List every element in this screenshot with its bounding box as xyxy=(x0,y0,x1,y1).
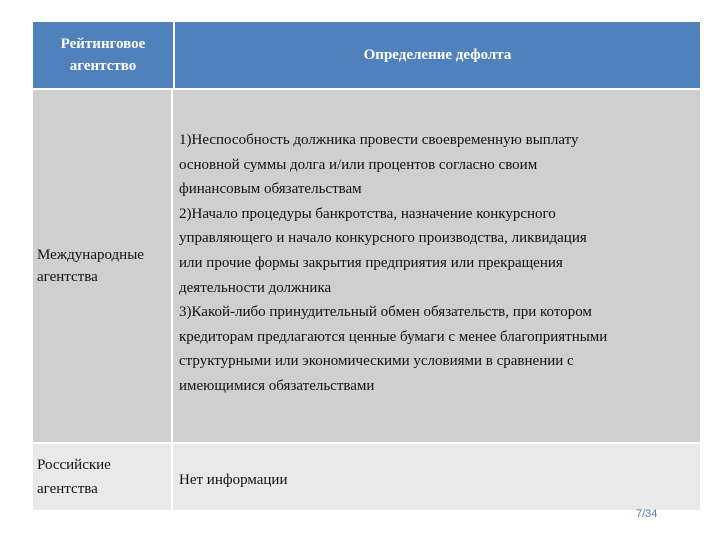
definition-line: 3)Какой-либо принудительный обмен обязательств, при котором xyxy=(179,304,592,321)
definition-line: основной суммы долга и/или процентов согласно своим xyxy=(179,156,538,173)
agency-russian: Российские агентства xyxy=(33,444,173,510)
definition-line: или прочие формы закрытия предприятия или прекращения xyxy=(179,254,563,271)
agency-international: Международные агентства xyxy=(33,90,173,442)
page-number: 7/34 xyxy=(636,508,658,520)
definition-line: структурными или экономическими условиями в сравнении с xyxy=(179,353,574,370)
header-default-definition: Определение дефолта xyxy=(363,46,512,63)
header-agency: Рейтинговое агентство xyxy=(33,22,175,88)
definition-line: финансовым обязательствам xyxy=(179,181,362,198)
definition-line: кредиторам предлагаются ценные бумаги с менее благоприятными xyxy=(179,328,608,345)
definition-line: управляющего и начало конкурсного производства, ликвидация xyxy=(179,230,587,247)
default-definition-table xyxy=(33,22,700,510)
definition-line: деятельности должника xyxy=(179,279,332,296)
definition-line: 1)Неспособность должника провести своевременную выплату xyxy=(179,132,579,148)
table-row-russian xyxy=(33,442,700,510)
definition-russian: Нет информации xyxy=(179,471,288,488)
definition-line: имеющимися обязательствами xyxy=(179,377,375,394)
table-row-international xyxy=(33,88,700,442)
table-header-row xyxy=(33,22,700,88)
definition-international xyxy=(173,90,700,442)
definition-line: 2)Начало процедуры банкротства, назначение конкурсного xyxy=(179,205,556,222)
